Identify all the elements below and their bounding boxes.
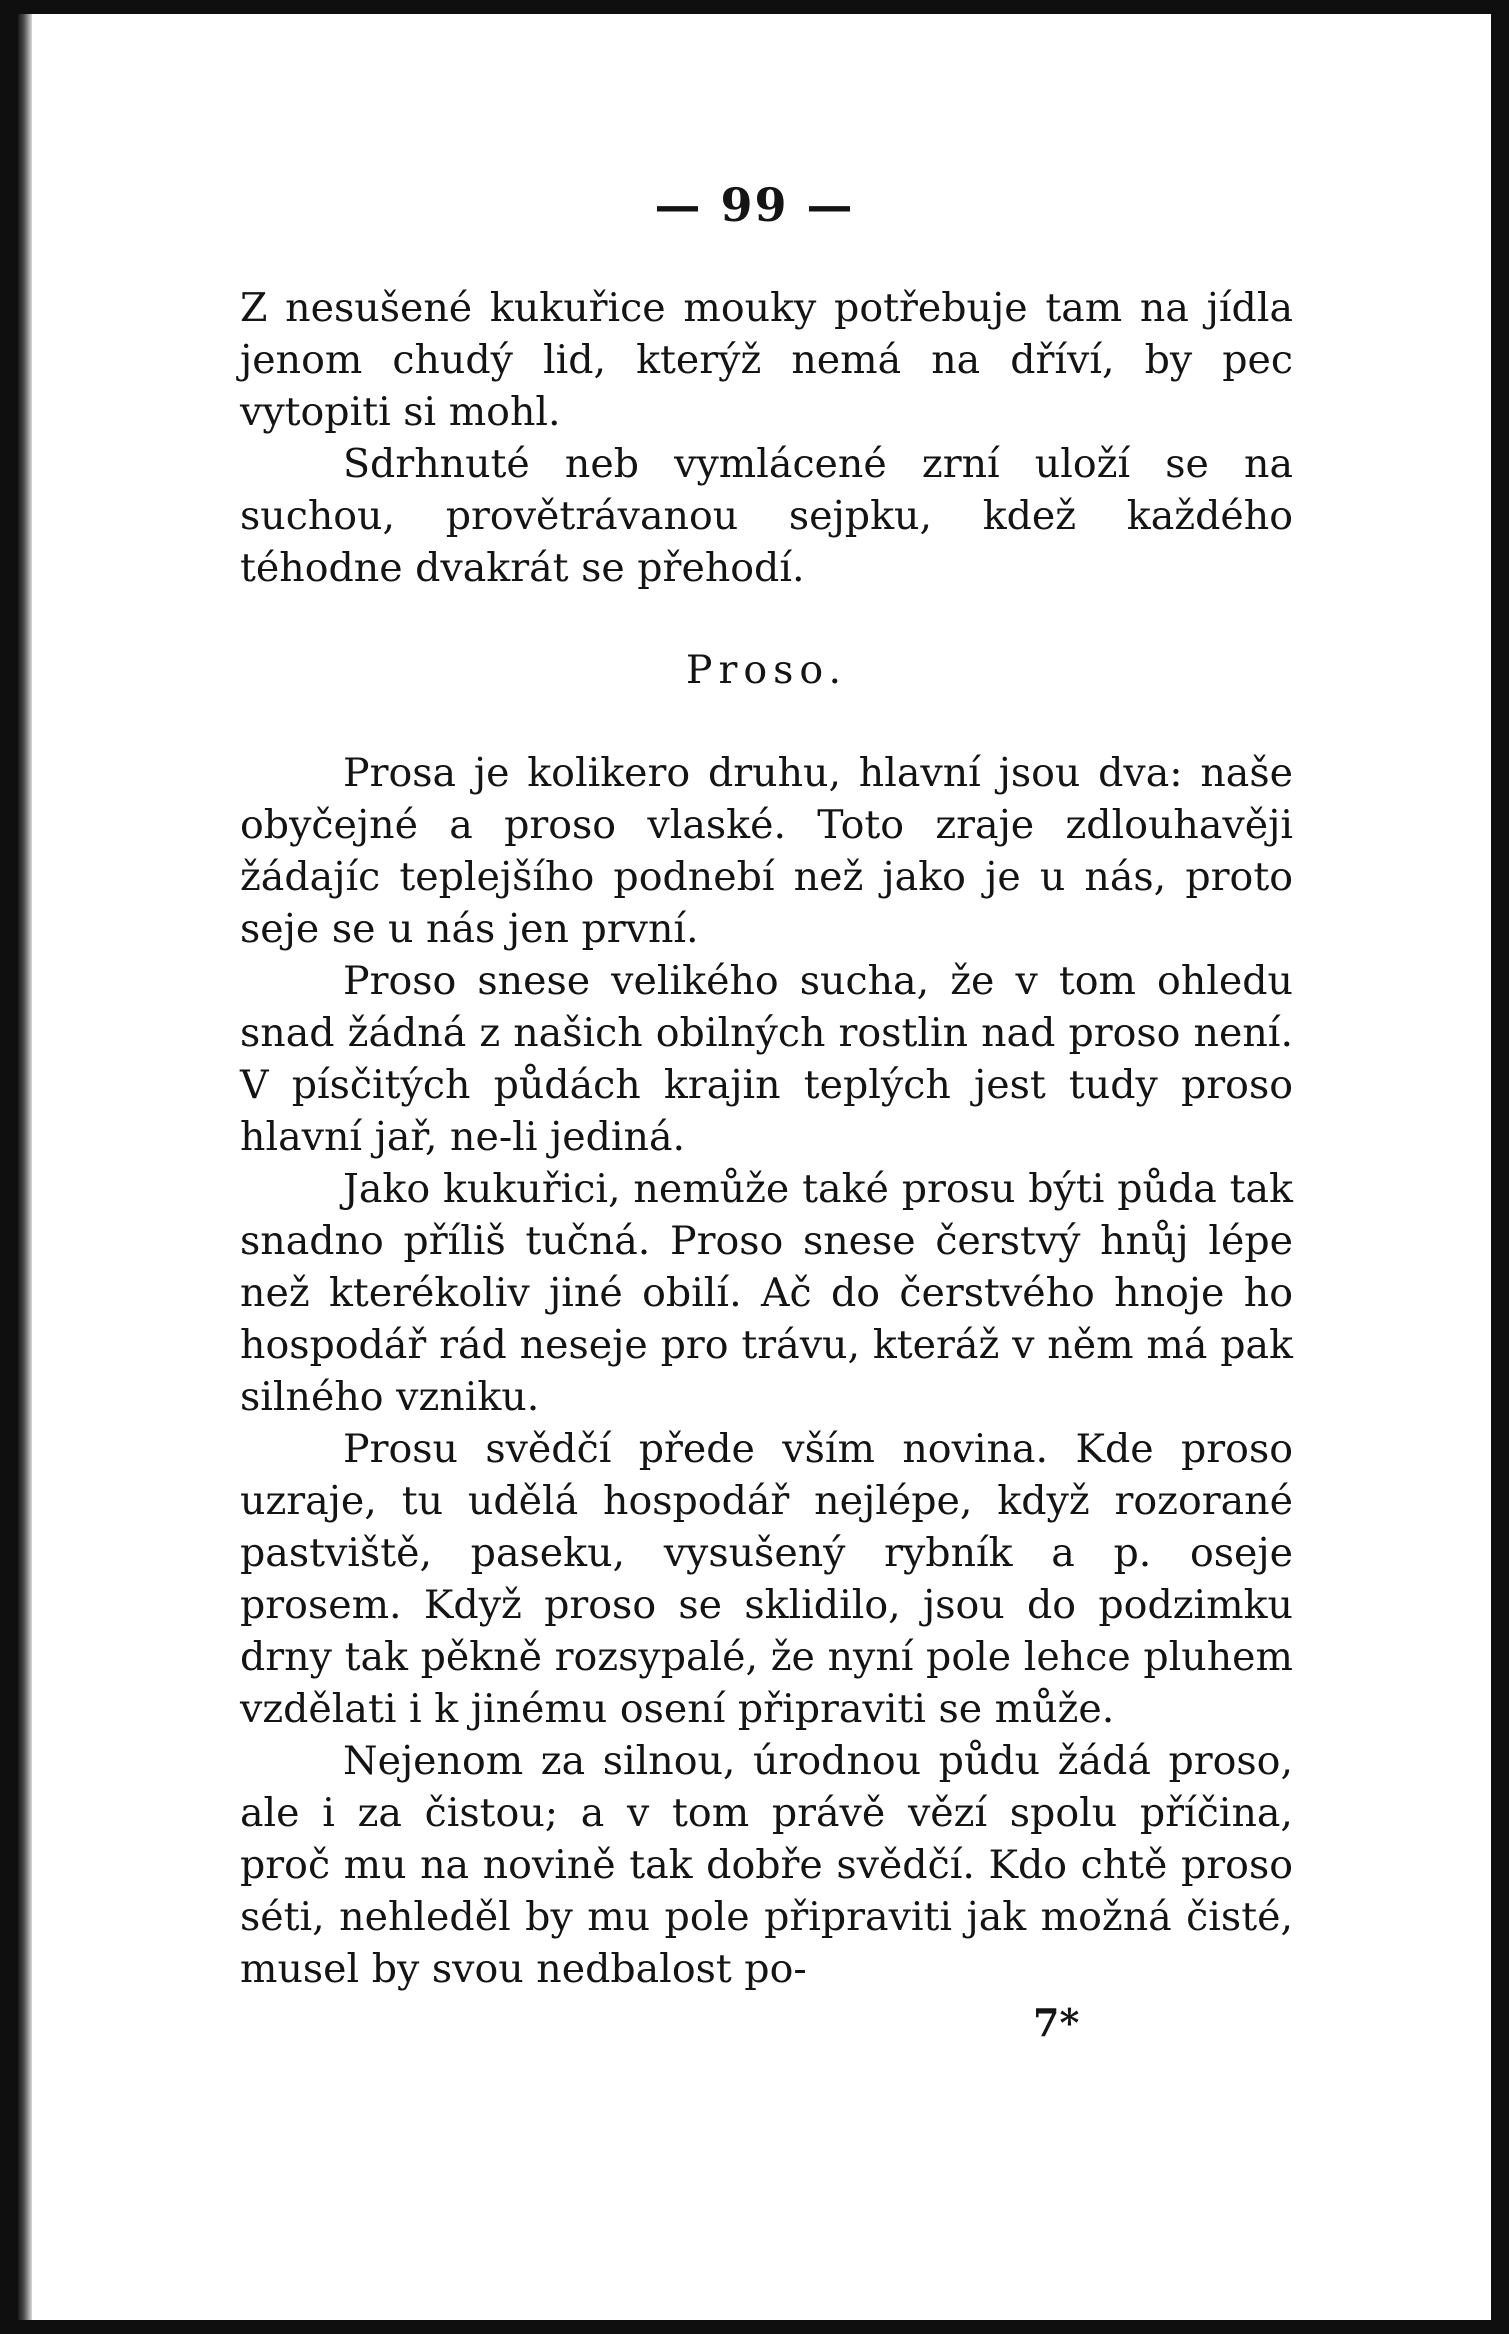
- paragraph: Prosa je kolikero druhu, hlavní jsou dva: naše obyčejné a proso vlaské. Toto zraje zdlouhavěji žádajíc teplejšího podnebí než jako je u nás, proto seje se u nás jen první.: [240, 750, 1293, 952]
- page-number-header: — 99 —: [654, 178, 855, 232]
- binding-edge: [18, 14, 32, 2320]
- section-heading: Proso.: [685, 647, 848, 693]
- paragraph: Jako kukuřici, nemůže také prosu býti půda tak snadno příliš tučná. Proso snese čerstvý hnůj lépe než kterékoliv jiné obilí. Ač do čerstvého hnoje ho hospodář rád neseje pro trávu, kteráž v něm má pak silného vzniku.: [240, 1166, 1293, 1420]
- paragraph: Sdrhnuté neb vymlácené zrní uloží se na suchou, provětrávanou sejpku, kdež každého téhodne dvakrát se přehodí.: [240, 441, 1293, 591]
- paragraph: Z nesušené kukuřice mouky potřebuje tam na jídla jenom chudý lid, kterýž nemá na dříví, by pec vytopiti si mohl.: [240, 285, 1293, 435]
- signature-mark: 7*: [1033, 2000, 1080, 2045]
- book-page: [18, 14, 1491, 2320]
- paragraph: Proso snese velikého sucha, že v tom ohledu snad žádná z našich obilných rostlin nad proso není. V písčitých půdách krajin teplých jest tudy proso hlavní jař, ne-li jediná.: [240, 958, 1293, 1160]
- paragraph: Prosu svědčí přede vším novina. Kde proso uzraje, tu udělá hospodář nejlépe, když rozorané pastviště, paseku, vysušený rybník a p. oseje prosem. Když proso se sklidilo, jsou do podzimku drny tak pěkně rozsypalé, že nyní pole lehce pluhem vzdělati i k jinému osení připraviti se může.: [240, 1426, 1293, 1732]
- body-text: [240, 282, 1293, 1995]
- paragraph: Nejenom za silnou, úrodnou půdu žádá proso, ale i za čistou; a v tom právě vězí spolu příčina, proč mu na novině tak dobře svědčí. Kdo chtě proso séti, nehleděl by mu pole připraviti jak možná čisté, musel by svou nedbalost po-: [240, 1738, 1293, 1992]
